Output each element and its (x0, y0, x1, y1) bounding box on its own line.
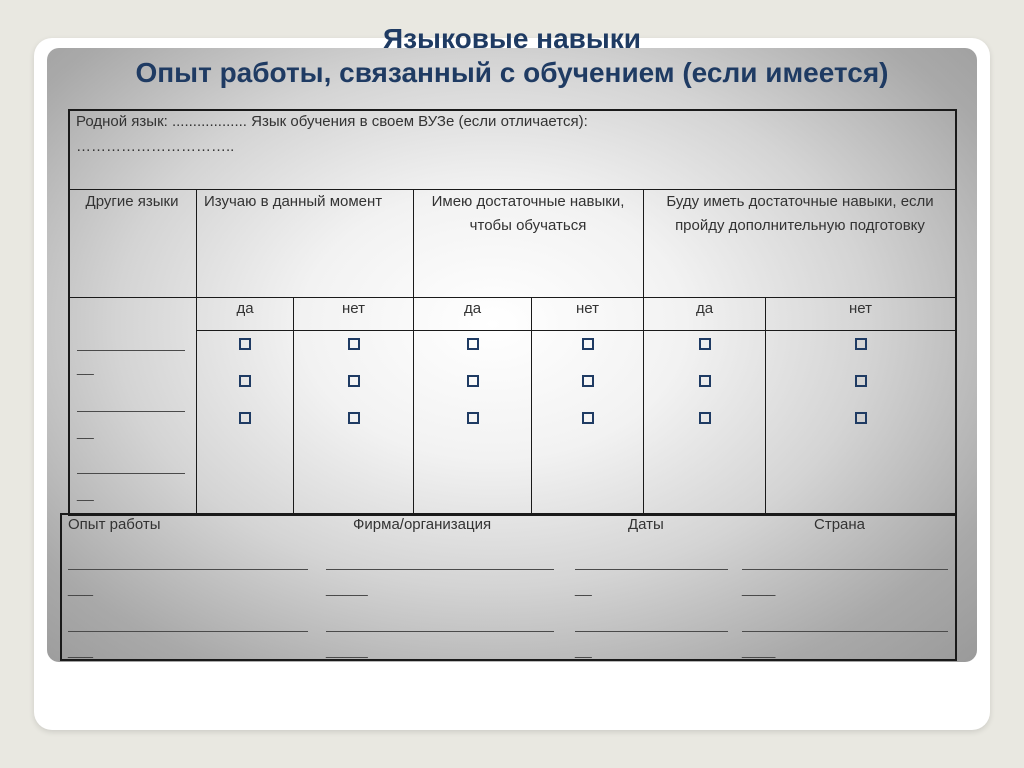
checkbox[interactable] (467, 375, 479, 387)
slide-title: Языковые навыки (382, 23, 641, 54)
header-company: Фирма/организация (353, 516, 492, 533)
checkbox[interactable] (582, 375, 594, 387)
checkbox[interactable] (239, 338, 251, 350)
checkbox[interactable] (467, 412, 479, 424)
checkbox[interactable] (348, 375, 360, 387)
country-blank-tail: ____ (742, 642, 776, 659)
header-sufficient-skills: Имею достаточные навыки, чтобы обучаться (431, 193, 625, 234)
experience-blank-tail: ___ (68, 642, 94, 659)
company-blank-tail: _____ (326, 580, 368, 597)
checkbox[interactable] (855, 338, 867, 350)
language-blank-tail: __ (77, 423, 94, 440)
experience-blank-tail: ___ (68, 580, 94, 597)
study-language-blank[interactable]: ………………………….. (76, 138, 235, 155)
experience-blank-line[interactable] (68, 569, 308, 570)
experience-blank-line[interactable] (68, 631, 308, 632)
yes-label: да (236, 300, 254, 317)
table-border (293, 297, 294, 515)
table-border (643, 189, 644, 515)
dates-blank-line[interactable] (575, 569, 728, 570)
table-border (413, 189, 414, 515)
checkbox[interactable] (239, 412, 251, 424)
company-blank-tail: _____ (326, 642, 368, 659)
checkbox[interactable] (699, 338, 711, 350)
no-label: нет (576, 300, 599, 317)
no-label: нет (342, 300, 365, 317)
table-border (196, 189, 197, 515)
header-country: Страна (814, 516, 866, 533)
country-blank-line[interactable] (742, 631, 948, 632)
yes-label: да (463, 300, 482, 317)
yes-label: да (695, 300, 714, 317)
checkbox[interactable] (699, 375, 711, 387)
checkbox[interactable] (855, 412, 867, 424)
table-border (531, 297, 532, 515)
language-blank-tail: __ (77, 359, 94, 376)
checkbox[interactable] (348, 412, 360, 424)
dates-blank-tail: __ (575, 642, 592, 659)
language-blank-line[interactable] (77, 473, 185, 474)
language-blank-line[interactable] (77, 411, 185, 412)
table-border (68, 109, 70, 516)
checkbox[interactable] (239, 375, 251, 387)
table-border (60, 513, 62, 661)
native-language-field[interactable]: Родной язык: .................. Язык обучения в своем ВУЗе (если отличается): (76, 113, 588, 130)
table-border (955, 513, 957, 661)
table-border (765, 297, 766, 515)
slide-subtitle: Опыт работы, связанный с обучением (если имеется) (135, 57, 889, 88)
header-dates: Даты (628, 516, 664, 533)
table-border (60, 659, 957, 661)
checkbox[interactable] (582, 412, 594, 424)
checkbox[interactable] (582, 338, 594, 350)
country-blank-line[interactable] (742, 569, 948, 570)
table-border (196, 330, 956, 331)
checkbox[interactable] (348, 338, 360, 350)
checkbox[interactable] (855, 375, 867, 387)
dates-blank-line[interactable] (575, 631, 728, 632)
language-blank-line[interactable] (77, 350, 185, 351)
language-blank-tail: __ (77, 485, 94, 502)
table-border (955, 109, 957, 516)
dates-blank-tail: __ (575, 580, 592, 597)
header-other-languages: Другие языки (85, 193, 179, 210)
company-blank-line[interactable] (326, 569, 554, 570)
header-will-have-skills: Буду иметь достаточные навыки, если пройду дополнительную подготовку (666, 193, 934, 234)
company-blank-line[interactable] (326, 631, 554, 632)
header-work-experience: Опыт работы (68, 516, 161, 533)
checkbox[interactable] (467, 338, 479, 350)
country-blank-tail: ____ (742, 580, 776, 597)
header-studying-now: Изучаю в данный момент (204, 193, 383, 210)
checkbox[interactable] (699, 412, 711, 424)
no-label: нет (849, 300, 872, 317)
